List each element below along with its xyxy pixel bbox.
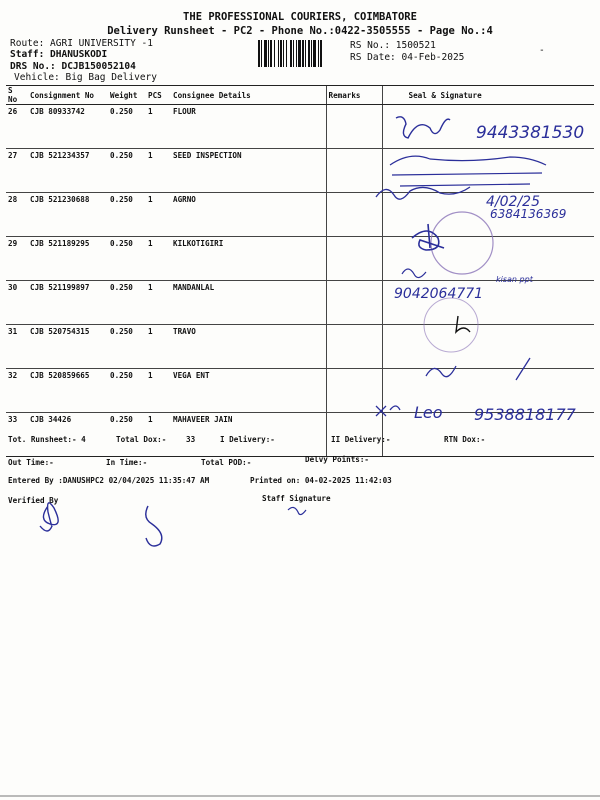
cell-consignee: MANDANLAL bbox=[171, 281, 326, 325]
cell-seal-signature bbox=[382, 149, 594, 193]
cell-pcs: 1 bbox=[146, 281, 171, 325]
staff-signature-label: Staff Signature bbox=[262, 494, 331, 503]
barcode-bar bbox=[270, 40, 272, 67]
cell-weight: 0.250 bbox=[108, 369, 146, 413]
rtn-dox: RTN Dox:- bbox=[444, 435, 486, 444]
cell-cons: CJB 520859665 bbox=[28, 369, 108, 413]
corner-mark: - bbox=[539, 45, 545, 56]
barcode-bar bbox=[268, 40, 269, 67]
cell-consignee: VEGA ENT bbox=[171, 369, 326, 413]
cell-weight: 0.250 bbox=[108, 281, 146, 325]
cell-remarks bbox=[326, 325, 382, 369]
col-weight: Weight bbox=[108, 86, 146, 105]
out-time: Out Time:- bbox=[8, 458, 54, 467]
delvy-points: Delvy Points:- bbox=[305, 455, 370, 464]
cell-sno: 32 bbox=[6, 369, 28, 413]
ii-delivery: II Delivery:- bbox=[331, 435, 391, 444]
row30-phone: 9042064771 bbox=[394, 286, 484, 302]
rs-number: RS No.: 1500521 bbox=[350, 40, 436, 51]
cell-consignee: AGRNO bbox=[171, 193, 326, 237]
cell-pcs: 1 bbox=[146, 149, 171, 193]
verified-by: Verified By bbox=[8, 496, 59, 505]
table-row bbox=[6, 149, 594, 193]
col-pcs: PCS bbox=[146, 86, 171, 105]
cell-pcs: 1 bbox=[146, 193, 171, 237]
row33-phone: 9538818177 bbox=[474, 405, 576, 424]
col-seal-signature: Seal & Signature bbox=[382, 86, 594, 105]
cell-seal-signature bbox=[382, 193, 594, 237]
vehicle-label: Vehicle: Big Bag Delivery bbox=[14, 72, 157, 83]
barcode-bar bbox=[258, 40, 260, 67]
cell-weight: 0.250 bbox=[108, 149, 146, 193]
cell-remarks bbox=[326, 149, 382, 193]
route-label: Route: AGRI UNIVERSITY -1 bbox=[10, 38, 153, 49]
cell-seal-signature bbox=[382, 105, 594, 149]
cell-sno: 30 bbox=[6, 281, 28, 325]
barcode-bar bbox=[305, 40, 306, 67]
cell-seal-signature bbox=[382, 237, 594, 281]
drs-number: DRS No.: DCJB150052104 bbox=[10, 61, 136, 72]
barcode-bar bbox=[264, 40, 267, 67]
cell-cons: CJB 521199897 bbox=[28, 281, 108, 325]
row26-phone: 9443381530 bbox=[476, 123, 585, 143]
barcode-bar bbox=[286, 40, 287, 67]
cell-cons: CJB 521189295 bbox=[28, 237, 108, 281]
barcode bbox=[258, 40, 342, 67]
barcode-bar bbox=[278, 40, 279, 67]
barcode-bar bbox=[290, 40, 292, 67]
cell-seal-signature bbox=[382, 325, 594, 369]
barcode-bar bbox=[318, 40, 319, 67]
cell-cons: CJB 520754315 bbox=[28, 325, 108, 369]
cell-pcs: 1 bbox=[146, 369, 171, 413]
cell-cons: CJB 34426 bbox=[28, 413, 108, 457]
table-row bbox=[6, 369, 594, 413]
cell-cons: CJB 521230688 bbox=[28, 193, 108, 237]
total-pod: Total POD:- bbox=[201, 458, 252, 467]
col-sno: S No bbox=[6, 86, 28, 105]
cell-weight: 0.250 bbox=[108, 413, 146, 457]
cell-pcs: 1 bbox=[146, 325, 171, 369]
table-row bbox=[6, 413, 594, 457]
cell-pcs: 1 bbox=[146, 237, 171, 281]
table-row bbox=[6, 237, 594, 281]
tot-runsheet: Tot. Runsheet:- 4 bbox=[8, 435, 86, 444]
in-time: In Time:- bbox=[106, 458, 148, 467]
cell-weight: 0.250 bbox=[108, 325, 146, 369]
total-dox-label: Total Dox:- bbox=[116, 435, 167, 444]
cell-sno: 29 bbox=[6, 237, 28, 281]
cell-remarks bbox=[326, 193, 382, 237]
cell-sno: 28 bbox=[6, 193, 28, 237]
barcode-bar bbox=[302, 40, 304, 67]
cell-sno: 27 bbox=[6, 149, 28, 193]
entered-by: Entered By :DANUSHPC2 02/04/2025 11:35:47 AM bbox=[8, 476, 210, 485]
table-row bbox=[6, 281, 594, 325]
table-row bbox=[6, 325, 594, 369]
cell-weight: 0.250 bbox=[108, 237, 146, 281]
i-delivery: I Delivery:- bbox=[220, 435, 275, 444]
col-consignment: Consignment No bbox=[28, 86, 108, 105]
cell-remarks bbox=[326, 369, 382, 413]
cell-consignee: MAHAVEER JAIN bbox=[171, 413, 326, 457]
row30-note: kisan ppt bbox=[496, 275, 533, 284]
verified-by-signature-2 bbox=[146, 506, 162, 546]
cell-pcs: 1 bbox=[146, 105, 171, 149]
cell-seal-signature bbox=[382, 369, 594, 413]
barcode-bar bbox=[311, 40, 312, 67]
cell-sno: 31 bbox=[6, 325, 28, 369]
rs-date: RS Date: 04-Feb-2025 bbox=[350, 52, 465, 63]
cell-consignee: KILKOTIGIRI bbox=[171, 237, 326, 281]
cell-sno: 26 bbox=[6, 105, 28, 149]
company-title: THE PROFESSIONAL COURIERS, COIMBATORE bbox=[183, 11, 417, 23]
table-row bbox=[6, 193, 594, 237]
cell-weight: 0.250 bbox=[108, 105, 146, 149]
cell-consignee: FLOUR bbox=[171, 105, 326, 149]
table-header-row bbox=[6, 86, 594, 105]
runsheet-table bbox=[6, 85, 594, 457]
cell-consignee: TRAVO bbox=[171, 325, 326, 369]
barcode-bar bbox=[261, 40, 262, 67]
row28-phone: 6384136369 bbox=[490, 207, 567, 221]
barcode-bar bbox=[274, 40, 275, 67]
cell-cons: CJB 80933742 bbox=[28, 105, 108, 149]
barcode-bar bbox=[283, 40, 284, 67]
cell-cons: CJB 521234357 bbox=[28, 149, 108, 193]
cell-weight: 0.250 bbox=[108, 193, 146, 237]
table-row bbox=[6, 105, 594, 149]
cell-remarks bbox=[326, 105, 382, 149]
staff-signature bbox=[288, 507, 306, 514]
barcode-bar bbox=[298, 40, 301, 67]
barcode-bar bbox=[296, 40, 297, 67]
cell-seal-signature bbox=[382, 413, 594, 457]
printed-on: Printed on: 04-02-2025 11:42:03 bbox=[250, 476, 392, 485]
total-dox-value: 33 bbox=[186, 435, 196, 444]
col-remarks: Remarks bbox=[326, 86, 382, 105]
cell-seal-signature bbox=[382, 281, 594, 325]
barcode-bar bbox=[280, 40, 282, 67]
verified-by-signature bbox=[40, 503, 58, 531]
barcode-bar bbox=[293, 40, 294, 67]
cell-sno: 33 bbox=[6, 413, 28, 457]
cell-consignee: SEED INSPECTION bbox=[171, 149, 326, 193]
barcode-bar bbox=[320, 40, 322, 67]
row33-name: Leo bbox=[414, 403, 443, 422]
staff-label: Staff: DHANUSKODI bbox=[10, 49, 108, 60]
row28-date: 4/02/25 bbox=[486, 194, 540, 210]
barcode-bar bbox=[308, 40, 310, 67]
col-consignee: Consignee Details bbox=[171, 86, 326, 105]
cell-remarks bbox=[326, 281, 382, 325]
runsheet-title: Delivery Runsheet - PC2 - Phone No.:0422-3505555 - Page No.:4 bbox=[107, 25, 493, 37]
cell-pcs: 1 bbox=[146, 413, 171, 457]
barcode-bar bbox=[313, 40, 316, 67]
cell-remarks bbox=[326, 237, 382, 281]
